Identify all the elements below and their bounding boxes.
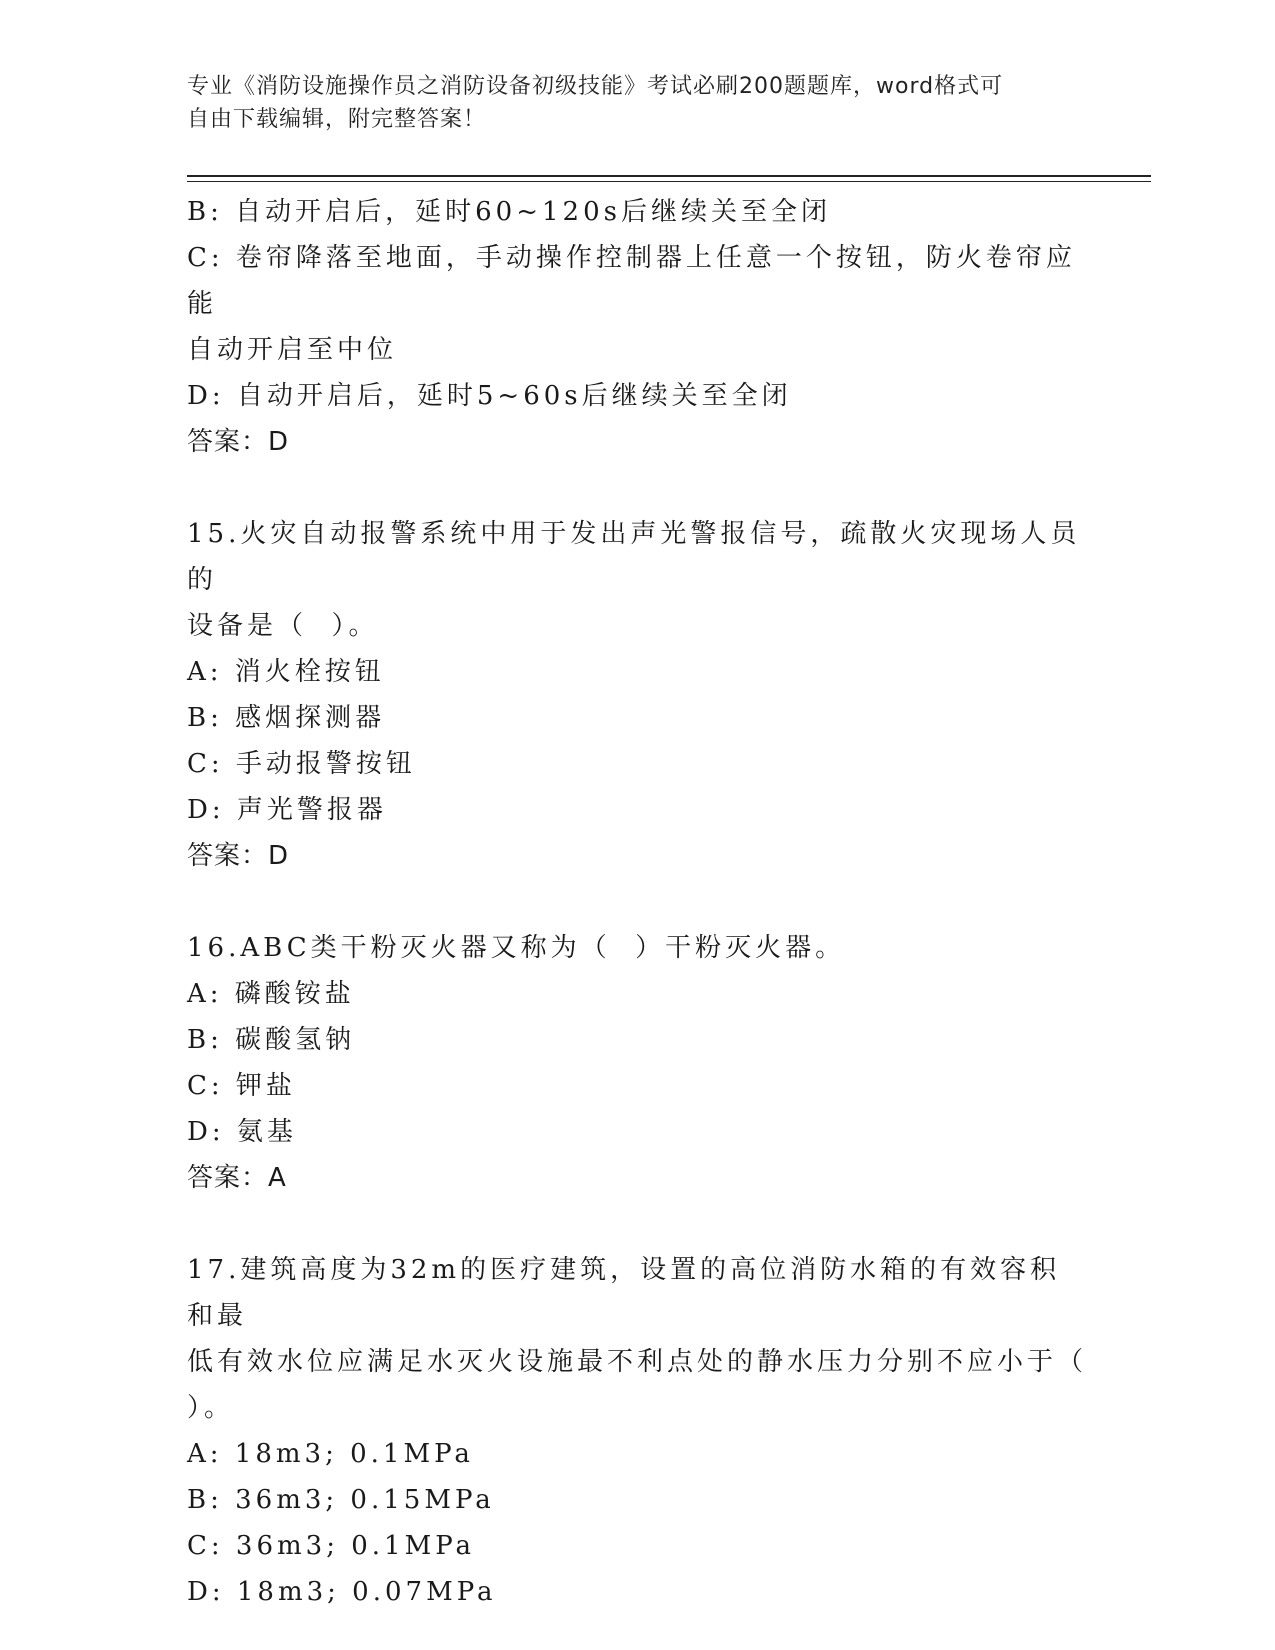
question-stem: 16.ABC类干粉灭火器又称为（ ）干粉灭火器。 [187, 933, 846, 963]
option-c-continued: 自动开启至中位 [187, 335, 398, 365]
option-c: C: 钾盐 [187, 1071, 296, 1101]
option-d: D: 18m3; 0.07MPa [187, 1577, 497, 1607]
question-stem-continued: 设备是（ ）。 [187, 611, 379, 641]
option-d: D: 声光警报器 [187, 795, 387, 825]
option-c: C: 卷帘降落至地面，手动操作控制器上任意一个按钮，防火卷帘应能 [187, 243, 1076, 319]
answer: 答案：D [187, 841, 290, 871]
option-c: C: 36m3; 0.1MPa [187, 1531, 476, 1561]
spacer [187, 465, 1087, 511]
option-b: B: 36m3; 0.15MPa [187, 1485, 495, 1515]
question-17 [187, 1247, 1087, 1615]
option-b: B: 自动开启后，延时60~120s后继续关至全闭 [187, 197, 831, 227]
option-c: C: 手动报警按钮 [187, 749, 416, 779]
answer: 答案：A [187, 1163, 287, 1193]
question-stem-continued-2: ）。 [187, 1393, 235, 1423]
question-stem: 15.火灾自动报警系统中用于发出声光警报信号，疏散火灾现场人员的 [187, 519, 1081, 595]
option-a: A: 消火栓按钮 [187, 657, 385, 687]
question-14-continued [187, 189, 1087, 465]
page-header [187, 70, 1087, 136]
header-rule-thin [187, 181, 1151, 182]
spacer [187, 879, 1087, 925]
option-d: D: 自动开启后，延时5~60s后继续关至全闭 [187, 381, 792, 411]
question-stem-continued: 低有效水位应满足水灭火设施最不利点处的静水压力分别不应小于（ [187, 1347, 1088, 1377]
option-b: B: 碳酸氢钠 [187, 1025, 356, 1055]
question-16 [187, 925, 1087, 1201]
header-line-2: 自由下载编辑，附完整答案！ [187, 107, 487, 132]
option-a: A: 18m3; 0.1MPa [187, 1439, 474, 1469]
question-15 [187, 511, 1087, 879]
option-b: B: 感烟探测器 [187, 703, 386, 733]
question-stem: 17.建筑高度为32m的医疗建筑，设置的高位消防水箱的有效容积和最 [187, 1255, 1061, 1331]
option-a: A: 磷酸铵盐 [187, 979, 355, 1009]
header-rule-thick [187, 175, 1151, 177]
document-body [187, 189, 1087, 1615]
answer: 答案：D [187, 427, 290, 457]
option-d: D: 氨基 [187, 1117, 297, 1147]
spacer [187, 1201, 1087, 1247]
header-line-1: 专业《消防设施操作员之消防设备初级技能》考试必刷200题题库，word格式可 [187, 74, 1004, 99]
